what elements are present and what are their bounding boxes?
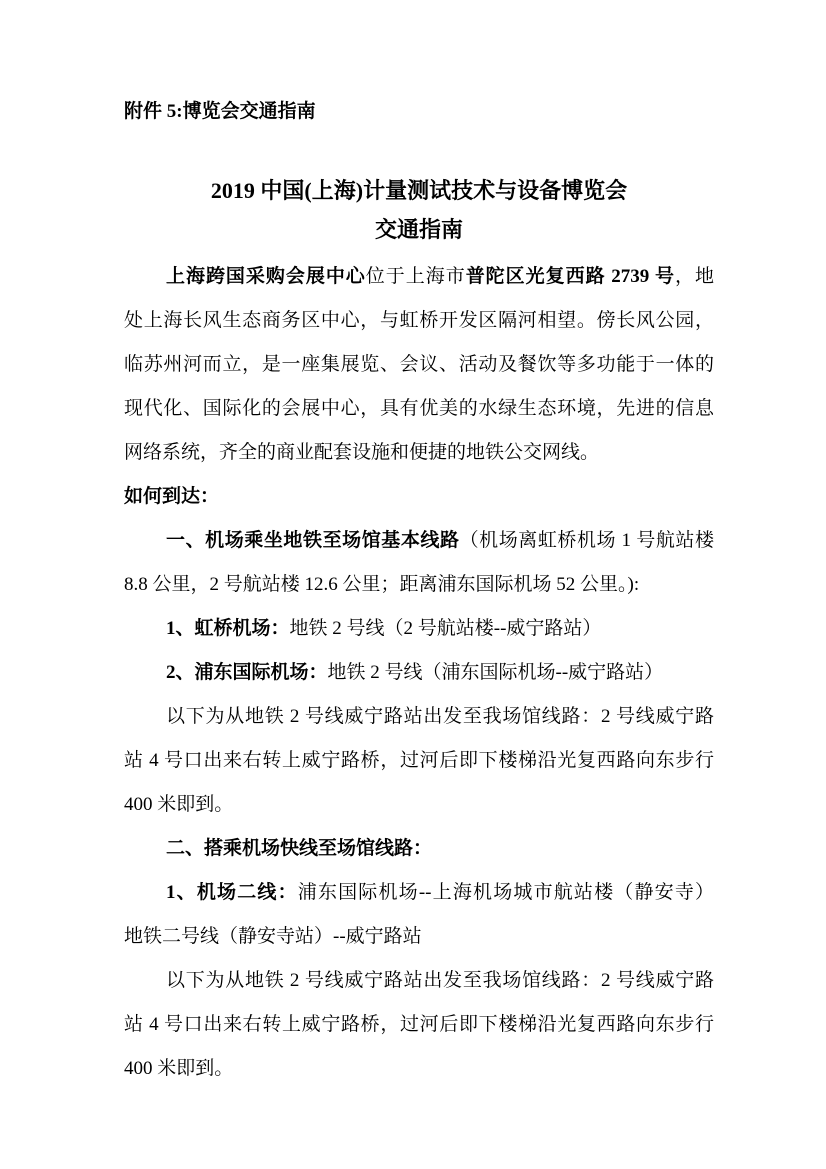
- text-run: 以下为从地铁 2 号线威宁路站出发至我场馆线路：2 号线威宁路: [166, 706, 714, 727]
- text-run: 以下为从地铁 2 号线威宁路站出发至我场馆线路：2 号线威宁路: [166, 970, 714, 991]
- text-line: [124, 475, 714, 519]
- text-run: 400 米即到。: [124, 794, 234, 815]
- section-1-airport-metro-heading: [124, 519, 714, 607]
- text-run: 站 4 号口出来右转上威宁路桥，过河后即下楼梯沿光复西路向东步行: [124, 1014, 714, 1035]
- text-run: 处上海长风生态商务区中心，与虹桥开发区隔河相望。傍长风公园，: [124, 310, 714, 331]
- text-line: [124, 299, 714, 343]
- text-line: [124, 695, 714, 739]
- text-run: 临苏州河而立，是一座集展览、会议、活动及餐饮等多功能于一体的: [124, 354, 714, 375]
- intro-paragraph: [124, 255, 714, 475]
- text-line: [124, 651, 714, 695]
- item-1-airport-line-2: [124, 871, 714, 959]
- how-to-arrive-heading: [124, 475, 714, 519]
- route-from-weining-note-1: [124, 695, 714, 827]
- text-line: [124, 827, 714, 871]
- text-run: 地铁 2 号线（浦东国际机场--威宁路站）: [327, 662, 664, 683]
- text-line: [124, 343, 714, 387]
- bold-text-run: 二、搭乘机场快线至场馆线路：: [166, 838, 433, 859]
- text-line: [124, 431, 714, 475]
- text-line: [124, 387, 714, 431]
- text-line: [124, 871, 714, 915]
- text-line: [124, 959, 714, 1003]
- text-run: 8.8 公里，2 号航站楼 12.6 公里；距离浦东国际机场 52 公里。):: [124, 574, 640, 595]
- text-line: [124, 1003, 714, 1047]
- text-line: [124, 255, 714, 299]
- text-line: [124, 739, 714, 783]
- text-line: [124, 563, 714, 607]
- document-body: [124, 255, 714, 1091]
- bold-text-run: 1、虹桥机场：: [166, 618, 290, 639]
- document-title: 2019 中国(上海)计量测试技术与设备博览会: [210, 178, 628, 203]
- text-run: 400 米即到。: [124, 1058, 234, 1079]
- attachment-heading: 附件 5:博览会交通指南: [124, 101, 316, 122]
- item-1-hongqiao-airport: [124, 607, 714, 651]
- text-line: [124, 519, 714, 563]
- document-subtitle: 交通指南: [374, 217, 463, 242]
- route-from-weining-note-2: [124, 959, 714, 1091]
- text-run: 地铁二号线（静安寺站）--威宁路站: [124, 926, 422, 947]
- section-2-airport-express-heading: [124, 827, 714, 871]
- text-line: [124, 915, 714, 959]
- bold-text-run: 普陀区光复西路 2739 号: [465, 266, 675, 287]
- bold-text-run: 2、浦东国际机场：: [166, 662, 328, 683]
- text-line: [124, 783, 714, 827]
- text-run: 站 4 号口出来右转上威宁路桥，过河后即下楼梯沿光复西路向东步行: [124, 750, 714, 771]
- bold-text-run: 上海跨国采购会展中心: [166, 266, 366, 287]
- text-line: [124, 607, 714, 651]
- text-line: [124, 1047, 714, 1091]
- text-run: 现代化、国际化的会展中心，具有优美的水绿生态环境，先进的信息: [124, 398, 714, 419]
- text-run: 浦东国际机场--上海机场城市航站楼（静安寺）: [297, 882, 714, 903]
- text-run: ，地: [675, 266, 714, 287]
- text-run: （机场离虹桥机场 1 号航站楼: [459, 530, 714, 551]
- bold-text-run: 一、机场乘坐地铁至场馆基本线路: [166, 530, 460, 551]
- bold-text-run: 1、机场二线：: [166, 882, 298, 903]
- text-run: 位于上海市: [365, 266, 466, 287]
- item-2-pudong-airport: [124, 651, 714, 695]
- text-run: 网络系统，齐全的商业配套设施和便捷的地铁公交网线。: [124, 442, 600, 463]
- text-run: 地铁 2 号线（2 号航站楼--威宁路站）: [289, 618, 602, 639]
- bold-text-run: 如何到达：: [124, 486, 220, 507]
